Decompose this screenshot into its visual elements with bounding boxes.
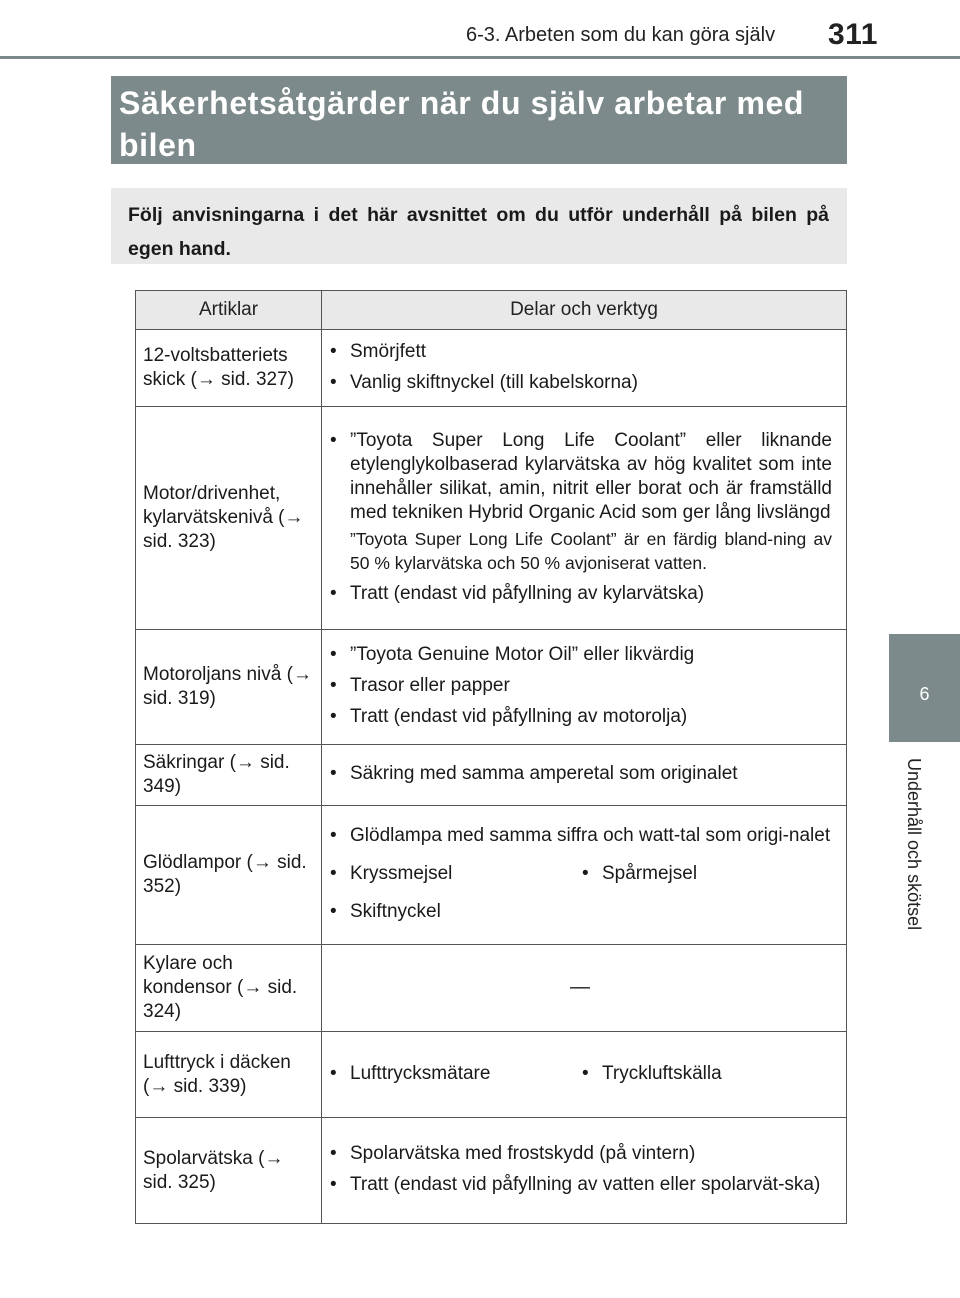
tool-bullet: • Tratt (endast vid påfyllning av kylarvätska) (330, 582, 705, 604)
tool-bullet: • Skiftnyckel (330, 901, 441, 922)
tool-bullet: • Trasor eller papper (330, 675, 510, 696)
tools-cell (322, 407, 847, 630)
tool-bullet: • Spårmejsel (582, 863, 698, 884)
column-header-items: Artiklar (136, 291, 322, 330)
tools-cell (322, 330, 847, 407)
tool-bullet: • Tratt (endast vid påfyllning av vatten eller spolarvät-ska) (330, 1174, 821, 1195)
chapter-label: Underhåll och skötsel (904, 758, 924, 931)
tool-bullet: • Kryssmejsel (330, 863, 453, 884)
table-row (136, 945, 847, 1032)
intro-text: Följ anvisningarna i det här avsnittet om du utför underhåll på bilen på egen hand. (111, 188, 847, 264)
tool-bullet: • ”Toyota Genuine Motor Oil” eller likvärdig (330, 644, 695, 665)
item-cell: Glödlampor (→ sid. 352) (136, 806, 322, 945)
table-row (136, 1032, 847, 1118)
column-header-tools: Delar och verktyg (322, 291, 847, 330)
page-number: 311 (828, 18, 878, 51)
table-row (136, 330, 847, 407)
tools-cell (322, 745, 847, 806)
item-cell: Lufttryck i däcken (→ sid. 339) (136, 1032, 322, 1118)
table-row (136, 1118, 847, 1224)
item-cell: Motoroljans nivå (→ sid. 319) (136, 630, 322, 745)
item-cell: Motor/drivenhet, kylarvätskenivå (→ sid. 323) (136, 407, 322, 630)
no-tools-dash: — (570, 976, 590, 998)
chapter-tab[interactable] (889, 634, 960, 742)
tool-bullet: • Spolarvätska med frostskydd (på vintern) (330, 1143, 696, 1164)
chapter-number: 6 (919, 684, 930, 704)
table-row (136, 745, 847, 806)
tools-cell (322, 1118, 847, 1224)
item-cell: 12-voltsbatteriets skick (→ sid. 327) (136, 330, 322, 407)
tool-bullet: • ”Toyota Super Long Life Coolant” eller liknande etylenglykolbaserad kylarvätska av hög kvalitet som inte innehåller silikat, amin, nitrit eller borat och är framställd med tekniken Hybrid Organic Acid som ger lång livslängd ”Toyota Super Long Life Coolant” är en färdig bland-ning av 50 % kylarvätska och 50 % avjoniserat vatten. (330, 429, 832, 573)
tool-bullet: • Lufttrycksmätare (330, 1062, 491, 1084)
table-row (136, 806, 847, 945)
tool-bullet: • Säkring med samma amperetal som originalet (330, 763, 738, 784)
page-title: Säkerhetsåtgärder när du själv arbetar med bilen (111, 76, 847, 164)
tool-bullet: • Vanlig skiftnyckel (till kabelskorna) (330, 371, 638, 393)
tool-bullet: • Tratt (endast vid påfyllning av motorolja) (330, 706, 688, 727)
tool-bullet: • Glödlampa med samma siffra och watt-tal som origi-nalet (330, 825, 831, 846)
table-header-row (136, 291, 847, 330)
tool-pair (328, 1055, 832, 1093)
coolant-note: ”Toyota Super Long Life Coolant” är en färdig bland-ning av 50 % kylarvätska och 50 % avjoniserat vatten. (350, 528, 832, 573)
item-cell: Spolarvätska (→ sid. 325) (136, 1118, 322, 1224)
parts-tools-table (135, 290, 847, 1224)
tool-bullet: • Tryckluftskälla (582, 1062, 722, 1084)
table-row (136, 630, 847, 745)
table-row (136, 407, 847, 630)
tools-cell (322, 945, 847, 1032)
tools-cell (322, 806, 847, 945)
tool-bullet: • Smörjfett (330, 340, 427, 362)
tools-cell (322, 1032, 847, 1118)
tools-cell (322, 630, 847, 745)
item-cell: Säkringar (→ sid. 349) (136, 745, 322, 806)
item-cell: Kylare och kondensor (→ sid. 324) (136, 945, 322, 1032)
section-header: 6-3. Arbeten som du kan göra själv (466, 24, 776, 46)
header-rule (0, 56, 960, 59)
tool-pair (328, 855, 832, 893)
